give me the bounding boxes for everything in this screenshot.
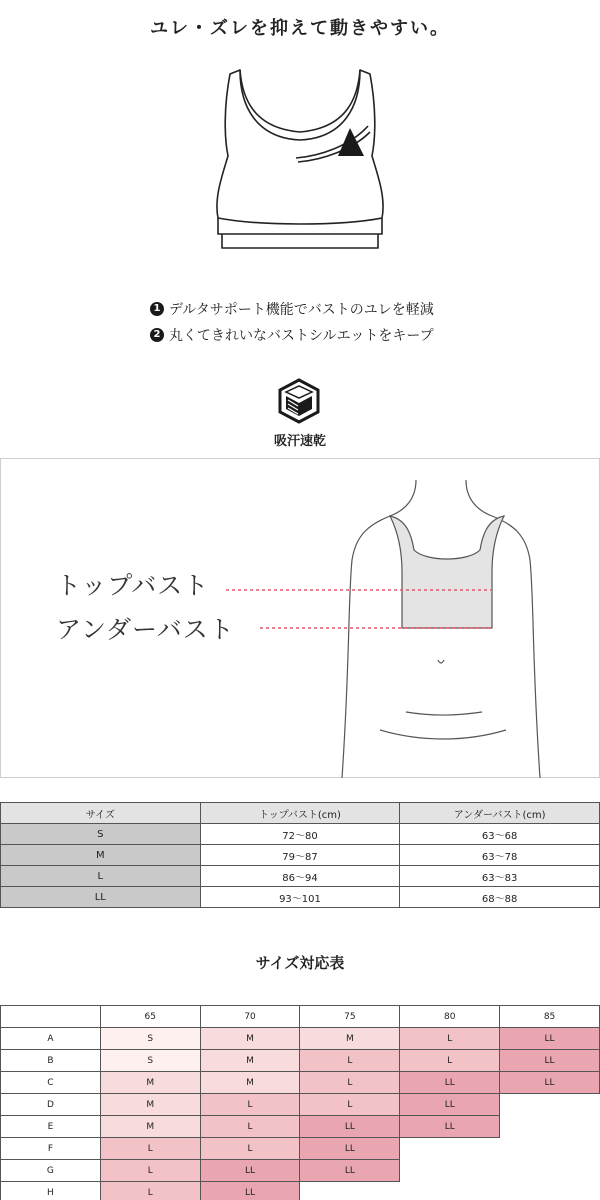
size-cell: L — [200, 1094, 300, 1116]
size-cell: LL — [200, 1182, 300, 1200]
quick-dry-icon — [276, 378, 322, 424]
size-cell: L — [400, 1050, 500, 1072]
delta-support-triangle — [338, 128, 364, 156]
column-header: アンダーバスト(cm) — [400, 803, 600, 824]
cup-row-header: G — [1, 1160, 101, 1182]
feature-item — [150, 296, 480, 322]
cup-row-header: B — [1, 1050, 101, 1072]
top-bust-cell: 72〜80 — [200, 824, 400, 845]
size-cell: M — [100, 1094, 200, 1116]
quick-dry-label: 吸汗速乾 — [273, 434, 326, 449]
sports-bra-illustration — [200, 66, 400, 256]
size-cell: LL — [300, 1116, 400, 1138]
top-bust-cell: 86〜94 — [200, 866, 400, 887]
size-cell: L — [1, 866, 201, 887]
empty-cell — [500, 1182, 600, 1200]
table-row — [1, 866, 600, 887]
table-row — [1, 887, 600, 908]
size-cell: LL — [400, 1094, 500, 1116]
underbust-column-header: 80 — [400, 1006, 500, 1028]
size-cell: M — [200, 1028, 300, 1050]
size-cell: M — [200, 1050, 300, 1072]
table-row — [1, 1094, 600, 1116]
size-cell: LL — [400, 1072, 500, 1094]
feature-item — [150, 322, 480, 348]
table-header-row — [1, 1006, 600, 1028]
size-cell: S — [100, 1050, 200, 1072]
size-cell: LL — [400, 1116, 500, 1138]
cup-row-header: C — [1, 1072, 101, 1094]
table-row — [1, 1028, 600, 1050]
size-cell: M — [100, 1072, 200, 1094]
size-cell: M — [100, 1116, 200, 1138]
under-bust-label: アンダーバスト — [56, 615, 235, 644]
size-cell: M — [1, 845, 201, 866]
headline: ユレ・ズレを抑えて動きやすい。 — [150, 18, 450, 39]
table-row — [1, 824, 600, 845]
empty-cell — [400, 1182, 500, 1200]
size-cell: LL — [300, 1138, 400, 1160]
size-cell: S — [100, 1028, 200, 1050]
cup-row-header: H — [1, 1182, 101, 1200]
table-row — [1, 1072, 600, 1094]
under-bust-cell: 63〜78 — [400, 845, 600, 866]
size-cell: LL — [1, 887, 201, 908]
empty-cell — [300, 1182, 400, 1200]
torso-illustration — [220, 480, 600, 778]
size-chart-title: サイズ対応表 — [255, 954, 345, 972]
table-row — [1, 1160, 600, 1182]
table-row — [1, 1116, 600, 1138]
empty-cell — [400, 1138, 500, 1160]
feature-list — [150, 296, 480, 348]
top-bust-cell: 79〜87 — [200, 845, 400, 866]
size-cell: L — [300, 1072, 400, 1094]
empty-cell — [500, 1116, 600, 1138]
top-bust-cell: 93〜101 — [200, 887, 400, 908]
empty-cell — [500, 1138, 600, 1160]
size-cell: L — [200, 1116, 300, 1138]
column-header: サイズ — [1, 803, 201, 824]
underbust-column-header: 75 — [300, 1006, 400, 1028]
size-table — [0, 802, 600, 908]
size-cell: M — [300, 1028, 400, 1050]
size-cell: S — [1, 824, 201, 845]
cup-row-header: F — [1, 1138, 101, 1160]
number-badge-icon: 2 — [150, 328, 164, 342]
table-row — [1, 845, 600, 866]
size-cell: LL — [500, 1072, 600, 1094]
size-cell: LL — [200, 1160, 300, 1182]
column-header: トップバスト(cm) — [200, 803, 400, 824]
top-bust-label: トップバスト — [56, 571, 210, 600]
size-cell: L — [100, 1160, 200, 1182]
under-bust-cell: 63〜83 — [400, 866, 600, 887]
size-cell: L — [400, 1028, 500, 1050]
empty-cell — [500, 1160, 600, 1182]
size-cell: L — [300, 1094, 400, 1116]
size-cell: M — [200, 1072, 300, 1094]
underbust-column-header: 65 — [100, 1006, 200, 1028]
feature-text: デルタサポート機能でバストのユレを軽減 — [169, 302, 434, 318]
table-header-row — [1, 803, 600, 824]
under-bust-cell: 68〜88 — [400, 887, 600, 908]
corner-cell — [1, 1006, 101, 1028]
table-row — [1, 1182, 600, 1200]
empty-cell — [400, 1160, 500, 1182]
underbust-column-header: 85 — [500, 1006, 600, 1028]
size-cell: L — [100, 1138, 200, 1160]
size-cell: LL — [500, 1050, 600, 1072]
cup-row-header: A — [1, 1028, 101, 1050]
table-row — [1, 1050, 600, 1072]
size-cell: L — [300, 1050, 400, 1072]
size-cell: L — [200, 1138, 300, 1160]
size-cell: L — [100, 1182, 200, 1200]
cup-row-header: D — [1, 1094, 101, 1116]
cup-row-header: E — [1, 1116, 101, 1138]
underbust-column-header: 70 — [200, 1006, 300, 1028]
empty-cell — [500, 1094, 600, 1116]
table-row — [1, 1138, 600, 1160]
cup-size-chart — [0, 1005, 600, 1200]
size-cell: LL — [300, 1160, 400, 1182]
under-bust-cell: 63〜68 — [400, 824, 600, 845]
size-cell: LL — [500, 1028, 600, 1050]
feature-text: 丸くてきれいなバストシルエットをキープ — [169, 328, 434, 344]
number-badge-icon: 1 — [150, 302, 164, 316]
